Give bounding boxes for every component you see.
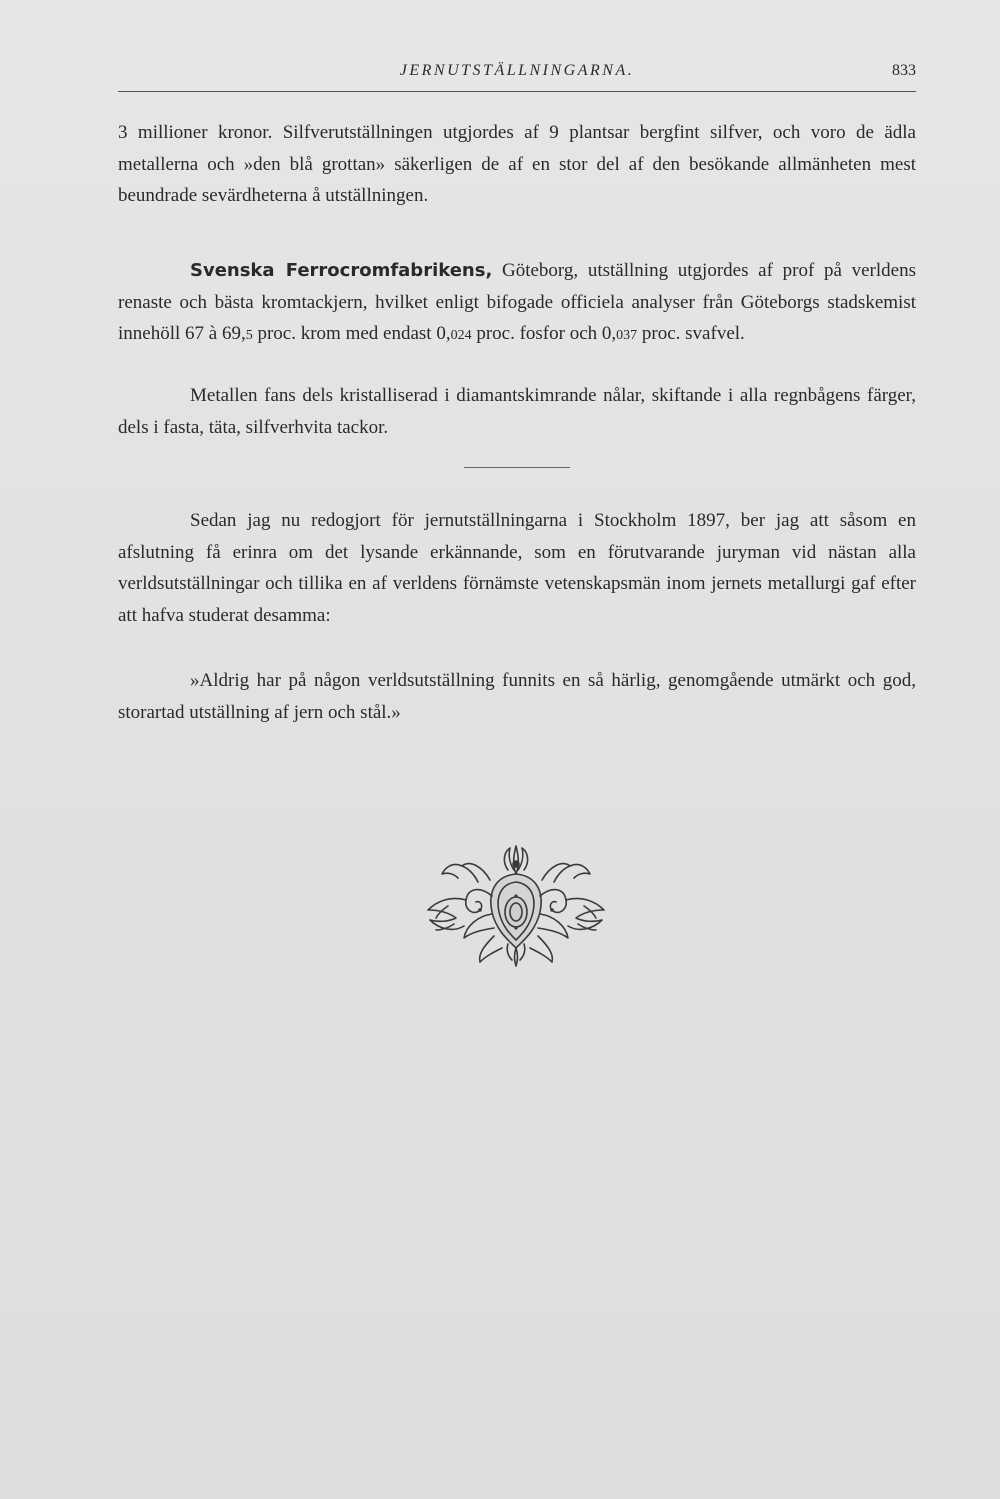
header-rule — [118, 91, 916, 92]
floral-vignette-icon — [408, 836, 624, 968]
company-name: Svenska Ferrocromfabrikens, — [190, 260, 493, 281]
page-number: 833 — [892, 62, 916, 79]
paragraph-text: Sedan jag nu redogjort för jernutställningarna i Stockholm 1897, ber jag att såsom en afslutning få erinra om det lysande erkännande, som en förutvarande juryman vid nästan alla verldsutställningar och tillika en af verldens förnämste vetenskapsmän inom jernets metallurgi gaf efter att hafva studerat desamma: — [118, 510, 916, 626]
paragraph-silver-exhibition — [118, 117, 916, 212]
running-title: JERNUTSTÄLLNINGARNA. — [399, 62, 635, 79]
quote-text: »Aldrig har på någon verldsutställning funnits en så härlig, genomgående utmärkt och god, storartad utställning af jern och stål.» — [118, 670, 916, 723]
paragraph-text: 3 millioner kronor. Silfverutställningen utgjordes af 9 plantsar bergfint silfver, och voro de ädla metallerna och »den blå grottan» säkerligen de af en stor del af den besökande allmänheten mest beundrade sevärdheterna å utställningen. — [118, 122, 916, 206]
running-head — [118, 60, 916, 86]
section-divider — [464, 467, 570, 468]
paragraph-text — [118, 255, 916, 352]
paragraph-ferrocrom — [118, 255, 916, 352]
paragraph-quote — [118, 665, 916, 728]
paragraph-text: Metallen fans dels kristalliserad i diamantskimrande nålar, skiftande i alla regnbågens färger, dels i fasta, täta, silfverhvita tackor. — [118, 385, 916, 438]
text-segment: proc. krom med endast 0, — [252, 323, 451, 344]
text-segment: Göteborg, utställning utgjordes af prof på verldens renaste och bästa kromtackjern, hvilket enligt bifogade officiela analyser från Göteborgs stadskemist innehöll 67 à 69, — [118, 260, 916, 344]
text-segment: proc. fosfor och 0, — [471, 323, 617, 344]
text-segment: proc. svafvel. — [637, 323, 745, 344]
decimal-digits: 037 — [616, 328, 638, 343]
paragraph-metal-crystals — [118, 380, 916, 443]
decimal-digits: 024 — [450, 328, 472, 343]
paragraph-conclusion — [118, 505, 916, 631]
decimal-digits: 5 — [245, 328, 253, 343]
